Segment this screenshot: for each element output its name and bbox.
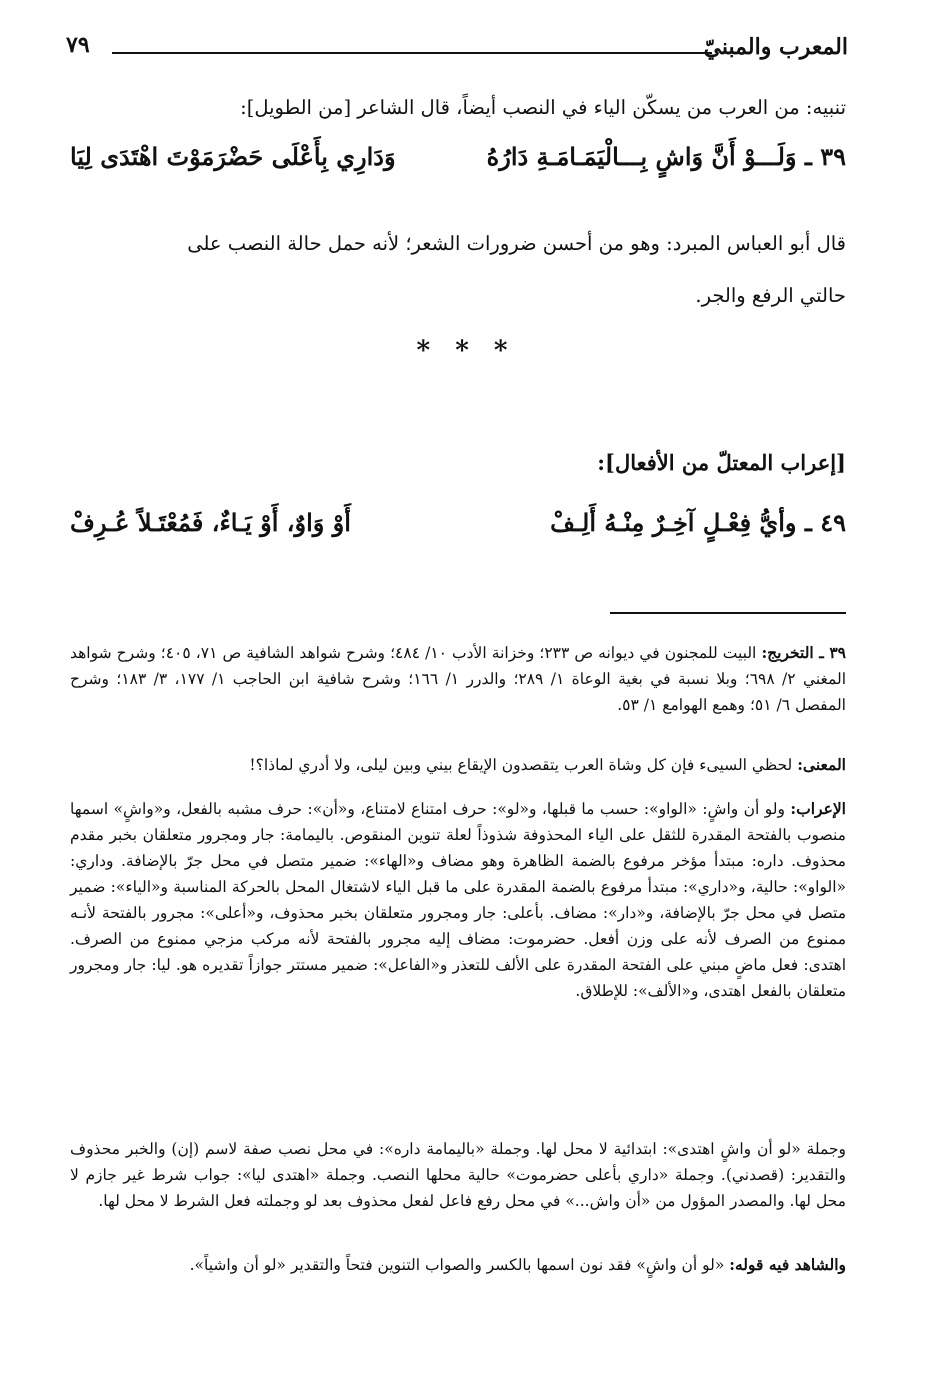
- footnote-takhrij: [70, 640, 846, 718]
- verse-49: [70, 508, 846, 537]
- verse-39-second-hemistich: وَدَارِي بِأَعْلَى حَضْرَمَوْتَ اهْتَدَى لِيَا: [70, 142, 396, 171]
- footnote-shahid: [70, 1252, 846, 1278]
- page-number: ٧٩: [66, 32, 90, 58]
- mubarrad-line-2: حالتي الرفع والجر.: [695, 284, 846, 307]
- footnote-rule: [610, 612, 846, 614]
- section-separator: * * *: [416, 336, 516, 366]
- verse-39: [70, 142, 846, 171]
- irab-label: الإعراب:: [790, 799, 846, 818]
- section-title: [إعراب المعتلّ من الأفعال]:: [597, 450, 846, 475]
- maana-text: لحظي السيىء فإن كل وشاة العرب يتقصدون الإيقاع بيني وبين ليلى، ولا أدري لماذا؟!: [249, 756, 793, 774]
- footnote-jumal: وجملة «لو أن واشٍ اهتدى»: ابتدائية لا محل لها. وجملة «باليمامة داره»: في محل نصب صفة لاسم (إن) والخبر محذوف والتقدير: (قصدني). وجملة «داري بأعلى حضرموت» حالية محلها النصب. وجملة «اهتدى ليا»: جواب شرط غير جازم لا محل لها. والمصدر المؤول من «أن واش...» في محل رفع فاعل لفعل محذوف بعد لو وجملته فعل الشرط لا محل لها.: [70, 1140, 846, 1210]
- takhrij-label: ٣٩ ـ التخريج:: [761, 643, 847, 662]
- mubarrad-line-1: قال أبو العباس المبرد: وهو من أحسن ضرورات الشعر؛ لأنه حمل حالة النصب على: [187, 232, 846, 255]
- irab-text: ولو أن واشٍ: «الواو»: حسب ما قبلها، و«لو»: حرف امتناع لامتناع، و«أن»: حرف مشبه بالفعل، و«واشٍ» اسمها منصوب بالفتحة المقدرة للثقل على الياء المحذوفة شذوذاً لعلة تنوين المنقوص. باليمامة: جار ومجرور متعلقان بخبر مقدم محذوف. داره: مبتدأ مؤخر مرفوع بالضمة الظاهرة وهو مضاف و«الهاء»: ضمير متصل في محل جرّ بالإضافة. وداري: «الواو»: حالية، و«داري»: مبتدأ مرفوع بالضمة المقدرة على ما قبل الياء لاشتغال المحل بالحركة المناسبة و«الياء»: ضمير متصل في محل جرّ بالإضافة، و«دار»: مضاف. بأعلى: جار ومجرور متعلقان بخبر محذوف، و«أعلى»: مجرور بالفتحة لأنـه ممنوع من الصرف لأنه على وزن أفعل. حضرموت: مضاف إليه مجرور بالفتحة لأنه مركب مزجي ممنوع من الصرف. اهتدى: فعل ماضٍ مبني على الفتحة المقدرة على الألف للتعذر و«الفاعل»: ضمير مستتر جوازاً تقديره هو. ليا: جار ومجرور متعلقان بالفعل اهتدى، و«الألف»: للإطلاق.: [70, 800, 846, 1000]
- running-header-title: المعرب والمبنيّ: [703, 34, 848, 60]
- verse-49-first-hemistich: ٤٩ ـ وأيُّ فِعْـلٍ آخِـرٌ مِنْـهُ أَلِـفْ: [550, 508, 846, 537]
- takhrij-text: البيت للمجنون في ديوانه ص ٢٣٣؛ وخزانة الأدب ١٠/ ٤٨٤؛ وشرح شواهد الشافية ص ٧١، ٤٠٥؛ وشرح شواهد المغني ٢/ ٦٩٨؛ وبلا نسبة في بغية الوعاة ١/ ٢٨٩؛ والدرر ١/ ١٦٦؛ وشرح شافية ابن الحاجب ١/ ١٧٧، ٣/ ١٨٣؛ وشرح المفصل ٦/ ٥١؛ وهمع الهوامع ١/ ٥٣.: [70, 644, 847, 714]
- verse-39-first-hemistich: ٣٩ ـ وَلَـــوْ أَنَّ وَاشٍ بِـــالْيَمَـامَـةِ دَارُهُ: [486, 142, 846, 171]
- shahid-text: «لو أن واشٍ» فقد نون اسمها بالكسر والصواب التنوين فتحاً والتقدير «لو أن واشياً».: [189, 1256, 725, 1274]
- maana-label: المعنى:: [797, 755, 846, 774]
- footnote-maana: [70, 752, 846, 778]
- footnote-irab: [70, 796, 846, 1004]
- header-rule: [112, 52, 712, 54]
- shahid-label: والشاهد فيه قوله:: [729, 1255, 846, 1274]
- note-paragraph: تنبيه: من العرب من يسكّن الياء في النصب أيضاً، قال الشاعر [من الطويل]:: [240, 96, 846, 119]
- verse-49-second-hemistich: أَوْ وَاوٌ، أَوْ يَـاءٌ، فَمُعْتَـلاً عُـرِفْ: [70, 508, 351, 537]
